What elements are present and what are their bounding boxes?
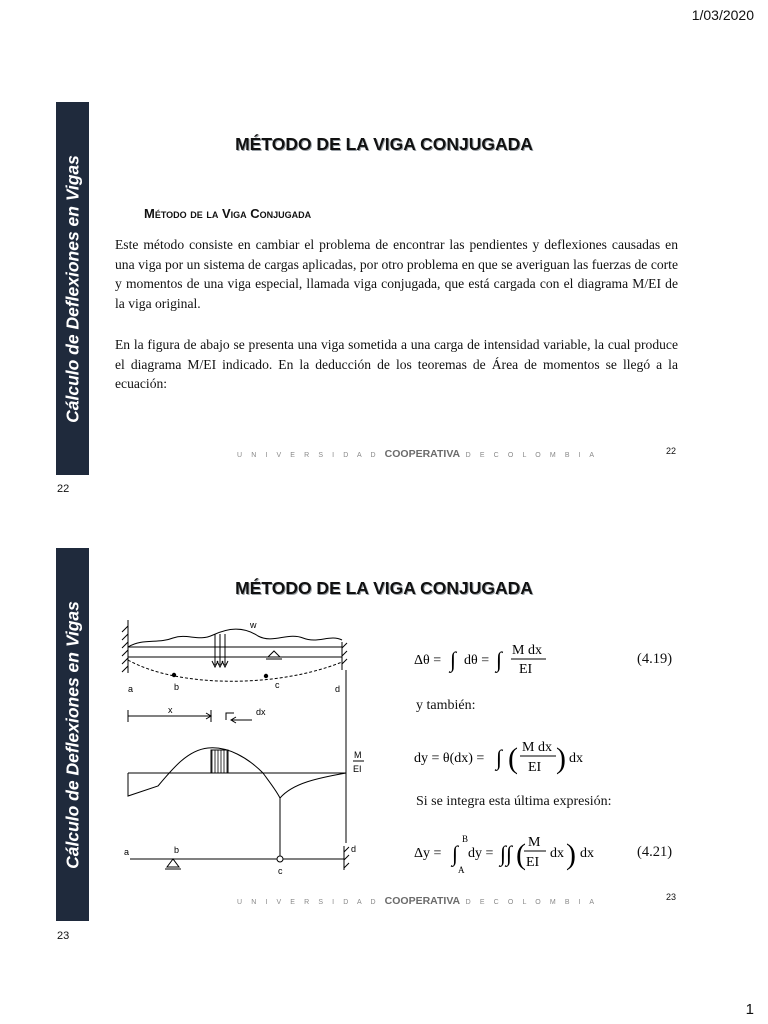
label-b-top: b xyxy=(174,682,180,692)
svg-text:M: M xyxy=(528,835,541,850)
svg-text:): ) xyxy=(556,742,566,775)
slide2-footer-logo xyxy=(237,895,598,907)
header-date: 1/03/2020 xyxy=(691,7,754,23)
svg-text:A: A xyxy=(458,865,465,875)
slide1-paragraph1: Este método consiste en cambiar el problema de encontrar las pendientes y deflexiones causadas en una viga por un sistema de cargas aplicadas, por otro problema en que se averiguan las fuerzas de corte y momentos de una viga especial, llamada viga conjugada, que está cargada con el diagrama M/EI de la viga original. xyxy=(115,237,678,311)
label-x: x xyxy=(168,705,173,715)
label-a-bottom: a xyxy=(124,847,130,857)
slide1-footer-brand: COOPERATIVA xyxy=(384,448,461,460)
label-w: w xyxy=(250,620,257,630)
point-c-dot xyxy=(264,674,268,678)
svg-text:(: ( xyxy=(516,838,526,871)
label-M: M xyxy=(354,750,362,760)
svg-text:∫∫: ∫∫ xyxy=(500,841,513,866)
label-a-top: a xyxy=(128,684,134,694)
eq3-number: (4.21) xyxy=(637,844,673,860)
slide2-footer-post: D E C O L O M B I A xyxy=(465,899,598,906)
m-ei-diagram xyxy=(128,670,346,856)
equation-4-21 xyxy=(414,826,604,880)
svg-text:dθ =: dθ = xyxy=(464,653,490,668)
conjugate-beam xyxy=(130,846,349,870)
slide1-paragraph2: En la figura de abajo se presenta una viga sometida a una carga de intensidad variable, la cual produce el diagrama M/EI indicado. En la deducción de los teoremas de Área de momentos se llegó a la ecuación: xyxy=(115,337,678,392)
slide1-subtitle: Método de la Viga Conjugada xyxy=(144,206,312,221)
slide1-title: MÉTODO DE LA VIGA CONJUGADA xyxy=(235,134,533,154)
svg-text:∫: ∫ xyxy=(496,647,503,672)
slide1-label: 22 xyxy=(57,483,70,495)
label-d-top: d xyxy=(335,684,341,694)
eq1-number: (4.19) xyxy=(637,651,673,667)
svg-text:dy = θ(dx) =: dy = θ(dx) = xyxy=(414,751,485,766)
svg-text:dy =: dy = xyxy=(468,846,494,861)
svg-text:(: ( xyxy=(508,742,518,775)
equation-4-19 xyxy=(414,638,564,678)
label-d-bottom: d xyxy=(351,844,357,854)
svg-text:EI: EI xyxy=(526,855,540,870)
slide2-number: 23 xyxy=(666,892,677,902)
label-dx: dx xyxy=(256,707,266,717)
slide2-sidebar-text: Cálculo de Deflexiones en Vigas xyxy=(62,600,82,869)
slide1-number: 22 xyxy=(666,446,677,456)
original-beam xyxy=(122,620,347,681)
label-EI: EI xyxy=(353,764,362,774)
svg-text:Δy =: Δy = xyxy=(414,846,442,861)
slide2-title: MÉTODO DE LA VIGA CONJUGADA xyxy=(235,578,533,598)
slide1-sidebar-text: Cálculo de Deflexiones en Vigas xyxy=(62,154,82,423)
svg-text:∫: ∫ xyxy=(450,647,457,672)
svg-text:): ) xyxy=(566,838,576,871)
label-c-top: c xyxy=(275,680,280,690)
slide1-footer-post: D E C O L O M B I A xyxy=(465,452,598,459)
svg-text:∫: ∫ xyxy=(496,745,503,770)
equation-dy xyxy=(414,732,604,782)
slide2-footer-pre: U N I V E R S I D A D xyxy=(237,899,380,906)
page-number: 1 xyxy=(745,1001,754,1018)
svg-text:dx: dx xyxy=(580,846,594,861)
svg-text:EI: EI xyxy=(528,760,542,775)
svg-text:dx: dx xyxy=(569,751,583,766)
svg-text:M dx: M dx xyxy=(512,643,542,658)
svg-text:EI: EI xyxy=(519,662,533,677)
label-c-bottom: c xyxy=(278,866,283,876)
slide2-sidebar xyxy=(56,548,89,921)
slide2-label: 23 xyxy=(57,930,70,942)
svg-text:∫: ∫ xyxy=(452,841,459,866)
slide1-footer-logo xyxy=(237,448,598,460)
slide2-footer-brand: COOPERATIVA xyxy=(384,895,461,907)
x-dimension xyxy=(128,710,252,723)
svg-text:Δθ =: Δθ = xyxy=(414,653,442,668)
label-b-bottom: b xyxy=(174,845,180,855)
svg-text:B: B xyxy=(462,834,469,844)
svg-text:M dx: M dx xyxy=(522,740,552,755)
slide1-footer-pre: U N I V E R S I D A D xyxy=(237,452,380,459)
svg-text:dx: dx xyxy=(550,846,564,861)
slide1-sidebar xyxy=(56,102,89,475)
conjugate-beam-figure xyxy=(118,618,368,888)
text-integra: Si se integra esta última expresión: xyxy=(416,794,612,809)
point-b-dot xyxy=(172,673,176,677)
text-tambien: y también: xyxy=(416,698,476,713)
